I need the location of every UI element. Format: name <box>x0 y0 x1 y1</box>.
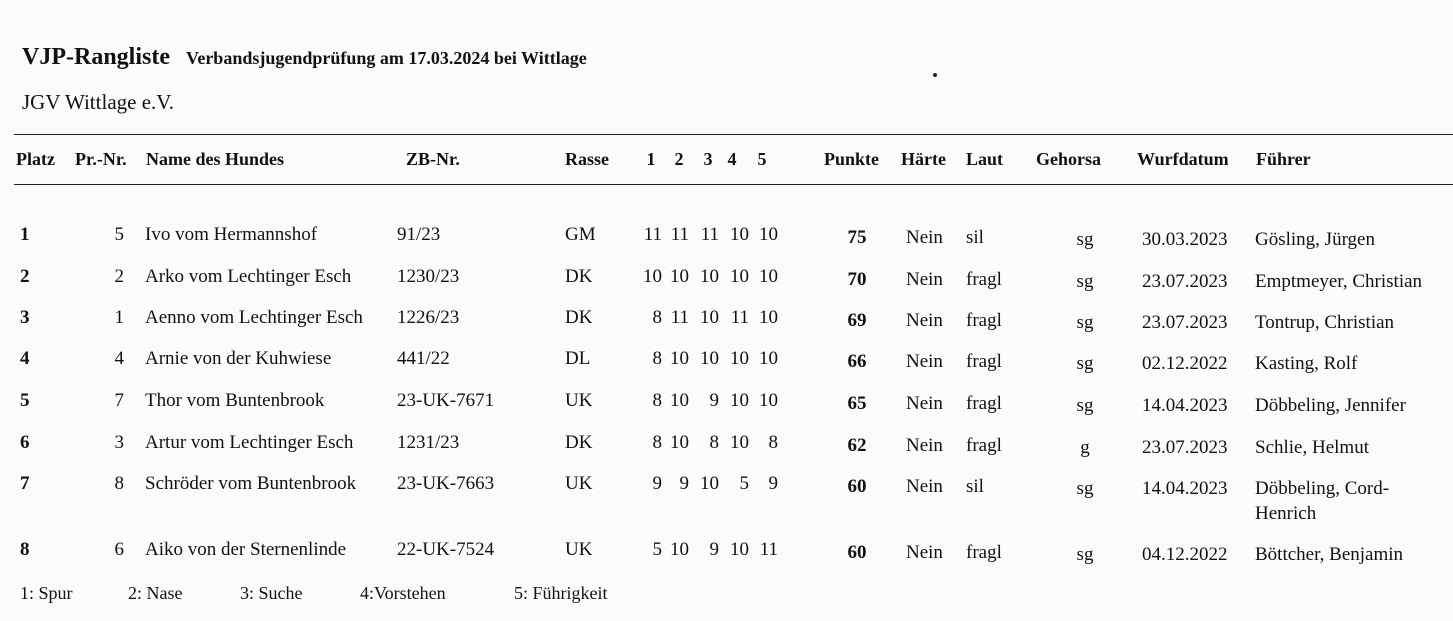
legend-item: 3: Suche <box>240 583 303 603</box>
cell-s5: 11 <box>759 539 778 560</box>
header-score-4: 4 <box>727 149 737 169</box>
cell-s2: 11 <box>670 307 689 328</box>
header-name: Name des Hundes <box>146 149 285 169</box>
cell-laut: fragl <box>966 351 1002 372</box>
cell-gehorsam: sg <box>1076 229 1094 250</box>
cell-wurf: 04.12.2022 <box>1142 544 1228 565</box>
cell-haerte: Nein <box>906 227 943 248</box>
cell-prnr: 5 <box>114 224 124 245</box>
cell-s5: 8 <box>768 432 778 453</box>
cell-s1: 5 <box>652 539 662 560</box>
cell-zb: 1231/23 <box>397 432 460 453</box>
header-score-2: 2 <box>674 149 684 169</box>
cell-rasse: GM <box>565 224 596 245</box>
cell-gehorsam: g <box>1080 437 1090 458</box>
cell-s1: 11 <box>643 224 662 245</box>
cell-laut: fragl <box>966 310 1002 331</box>
cell-name: Ivo vom Hermannshof <box>145 224 318 245</box>
page-subtitle: Verbandsjugendprüfung am 17.03.2024 bei Wittlage <box>185 48 587 68</box>
cell-s5: 10 <box>759 266 778 287</box>
cell-haerte: Nein <box>906 435 943 456</box>
cell-gehorsam: sg <box>1076 544 1094 565</box>
cell-laut: fragl <box>966 542 1002 563</box>
cell-platz: 7 <box>20 473 30 494</box>
cell-rasse: DK <box>565 432 593 453</box>
cell-name: Schröder vom Buntenbrook <box>145 473 357 494</box>
cell-zb: 23-UK-7671 <box>397 390 495 411</box>
cell-fuehrer2: Henrich <box>1255 503 1317 524</box>
cell-wurf: 14.04.2023 <box>1142 478 1228 499</box>
header-zb: ZB-Nr. <box>406 149 460 169</box>
cell-s5: 10 <box>759 224 778 245</box>
cell-platz: 5 <box>20 390 30 411</box>
cell-zb: 22-UK-7524 <box>397 539 495 560</box>
cell-laut: fragl <box>966 393 1002 414</box>
cell-s3: 9 <box>709 390 719 411</box>
cell-gehorsam: sg <box>1076 395 1094 416</box>
header-laut: Laut <box>966 149 1004 169</box>
cell-punkte: 60 <box>847 476 867 497</box>
legend-item: 1: Spur <box>20 583 73 603</box>
cell-s3: 10 <box>700 266 719 287</box>
cell-s3: 10 <box>700 348 719 369</box>
cell-name: Aiko von der Sternenlinde <box>145 539 347 560</box>
cell-prnr: 7 <box>114 390 124 411</box>
cell-platz: 4 <box>20 348 30 369</box>
header-rasse: Rasse <box>565 149 609 169</box>
cell-fuehrer: Döbbeling, Jennifer <box>1255 395 1406 416</box>
cell-rasse: UK <box>565 539 593 560</box>
cell-fuehrer: Gösling, Jürgen <box>1255 229 1375 250</box>
cell-fuehrer: Kasting, Rolf <box>1255 353 1358 374</box>
cell-prnr: 3 <box>114 432 124 453</box>
cell-s2: 9 <box>679 473 689 494</box>
cell-s5: 10 <box>759 307 778 328</box>
cell-punkte: 65 <box>847 393 867 414</box>
header-score-5: 5 <box>757 149 767 169</box>
cell-s4: 10 <box>730 266 749 287</box>
cell-prnr: 6 <box>114 539 124 560</box>
cell-rasse: UK <box>565 390 593 411</box>
cell-rasse: DK <box>565 307 593 328</box>
cell-name: Artur vom Lechtinger Esch <box>145 432 354 453</box>
cell-s5: 10 <box>759 390 778 411</box>
cell-punkte: 60 <box>847 542 867 563</box>
cell-rasse: DL <box>565 348 591 369</box>
cell-punkte: 69 <box>847 310 867 331</box>
cell-s3: 10 <box>700 473 719 494</box>
cell-fuehrer: Schlie, Helmut <box>1255 437 1369 458</box>
cell-wurf: 23.07.2023 <box>1142 271 1228 292</box>
cell-s4: 10 <box>730 539 749 560</box>
cell-fuehrer: Tontrup, Christian <box>1255 312 1395 333</box>
cell-haerte: Nein <box>906 351 943 372</box>
cell-wurf: 14.04.2023 <box>1142 395 1228 416</box>
club-name: JGV Wittlage e.V. <box>22 90 174 114</box>
header-punkte: Punkte <box>824 149 880 169</box>
scan-dot <box>933 73 937 77</box>
header-rule-top <box>14 134 1453 135</box>
cell-laut: sil <box>966 227 984 248</box>
cell-zb: 1226/23 <box>397 307 460 328</box>
cell-gehorsam: sg <box>1076 271 1094 292</box>
cell-s2: 11 <box>670 224 689 245</box>
cell-laut: sil <box>966 476 984 497</box>
cell-fuehrer: Emptmeyer, Christian <box>1255 271 1423 292</box>
cell-s2: 10 <box>670 432 689 453</box>
cell-wurf: 23.07.2023 <box>1142 312 1228 333</box>
cell-name: Aenno vom Lechtinger Esch <box>145 307 363 328</box>
cell-s4: 10 <box>730 224 749 245</box>
cell-haerte: Nein <box>906 269 943 290</box>
page-title-block <box>22 44 587 71</box>
cell-prnr: 8 <box>114 473 124 494</box>
cell-laut: fragl <box>966 269 1002 290</box>
cell-platz: 3 <box>20 307 30 328</box>
cell-s4: 11 <box>730 307 749 328</box>
cell-s3: 11 <box>700 224 719 245</box>
legend-item: 4:Vorstehen <box>360 583 446 603</box>
cell-prnr: 4 <box>114 348 124 369</box>
header-prnr: Pr.-Nr. <box>75 149 127 169</box>
cell-s2: 10 <box>670 348 689 369</box>
cell-s4: 5 <box>739 473 749 494</box>
cell-s4: 10 <box>730 390 749 411</box>
cell-haerte: Nein <box>906 310 943 331</box>
legend-item: 2: Nase <box>128 583 183 603</box>
header-score-3: 3 <box>703 149 713 169</box>
cell-s1: 9 <box>652 473 662 494</box>
cell-platz: 1 <box>20 224 30 245</box>
cell-s1: 10 <box>643 266 662 287</box>
cell-s3: 10 <box>700 307 719 328</box>
cell-s3: 9 <box>709 539 719 560</box>
cell-punkte: 75 <box>847 227 867 248</box>
cell-wurf: 30.03.2023 <box>1142 229 1228 250</box>
cell-zb: 91/23 <box>397 224 441 245</box>
cell-punkte: 66 <box>847 351 867 372</box>
cell-rasse: UK <box>565 473 593 494</box>
header-haerte: Härte <box>901 149 946 169</box>
cell-name: Arnie von der Kuhwiese <box>145 348 332 369</box>
cell-s2: 10 <box>670 390 689 411</box>
cell-platz: 8 <box>20 539 30 560</box>
cell-name: Arko vom Lechtinger Esch <box>145 266 352 287</box>
cell-fuehrer: Böttcher, Benjamin <box>1255 544 1404 565</box>
cell-haerte: Nein <box>906 542 943 563</box>
cell-punkte: 70 <box>847 269 867 290</box>
cell-s1: 8 <box>652 348 662 369</box>
cell-punkte: 62 <box>847 435 867 456</box>
legend-item: 5: Führigkeit <box>514 583 608 603</box>
cell-zb: 1230/23 <box>397 266 460 287</box>
header-fuehrer: Führer <box>1256 149 1311 169</box>
page-title: VJP-Rangliste <box>22 44 170 70</box>
cell-laut: fragl <box>966 435 1002 456</box>
cell-rasse: DK <box>565 266 593 287</box>
cell-s2: 10 <box>670 539 689 560</box>
header-rule-bottom <box>14 184 1453 185</box>
cell-wurf: 23.07.2023 <box>1142 437 1228 458</box>
header-wurfdatum: Wurfdatum <box>1137 149 1229 169</box>
cell-zb: 441/22 <box>397 348 450 369</box>
cell-s1: 8 <box>652 390 662 411</box>
header-gehorsam: Gehorsa <box>1036 149 1101 169</box>
cell-s1: 8 <box>652 432 662 453</box>
cell-fuehrer: Döbbeling, Cord- <box>1255 478 1390 499</box>
cell-gehorsam: sg <box>1076 353 1094 374</box>
cell-prnr: 1 <box>114 307 124 328</box>
cell-haerte: Nein <box>906 393 943 414</box>
header-score-1: 1 <box>646 149 656 169</box>
cell-haerte: Nein <box>906 476 943 497</box>
cell-s1: 8 <box>652 307 662 328</box>
cell-s4: 10 <box>730 348 749 369</box>
cell-platz: 2 <box>20 266 30 287</box>
cell-s3: 8 <box>709 432 719 453</box>
cell-s5: 9 <box>768 473 778 494</box>
cell-prnr: 2 <box>114 266 124 287</box>
cell-s2: 10 <box>670 266 689 287</box>
cell-platz: 6 <box>20 432 30 453</box>
cell-s5: 10 <box>759 348 778 369</box>
cell-zb: 23-UK-7663 <box>397 473 495 494</box>
cell-gehorsam: sg <box>1076 478 1094 499</box>
cell-name: Thor vom Buntenbrook <box>145 390 325 411</box>
header-platz: Platz <box>16 149 55 169</box>
cell-gehorsam: sg <box>1076 312 1094 333</box>
cell-s4: 10 <box>730 432 749 453</box>
cell-wurf: 02.12.2022 <box>1142 353 1228 374</box>
